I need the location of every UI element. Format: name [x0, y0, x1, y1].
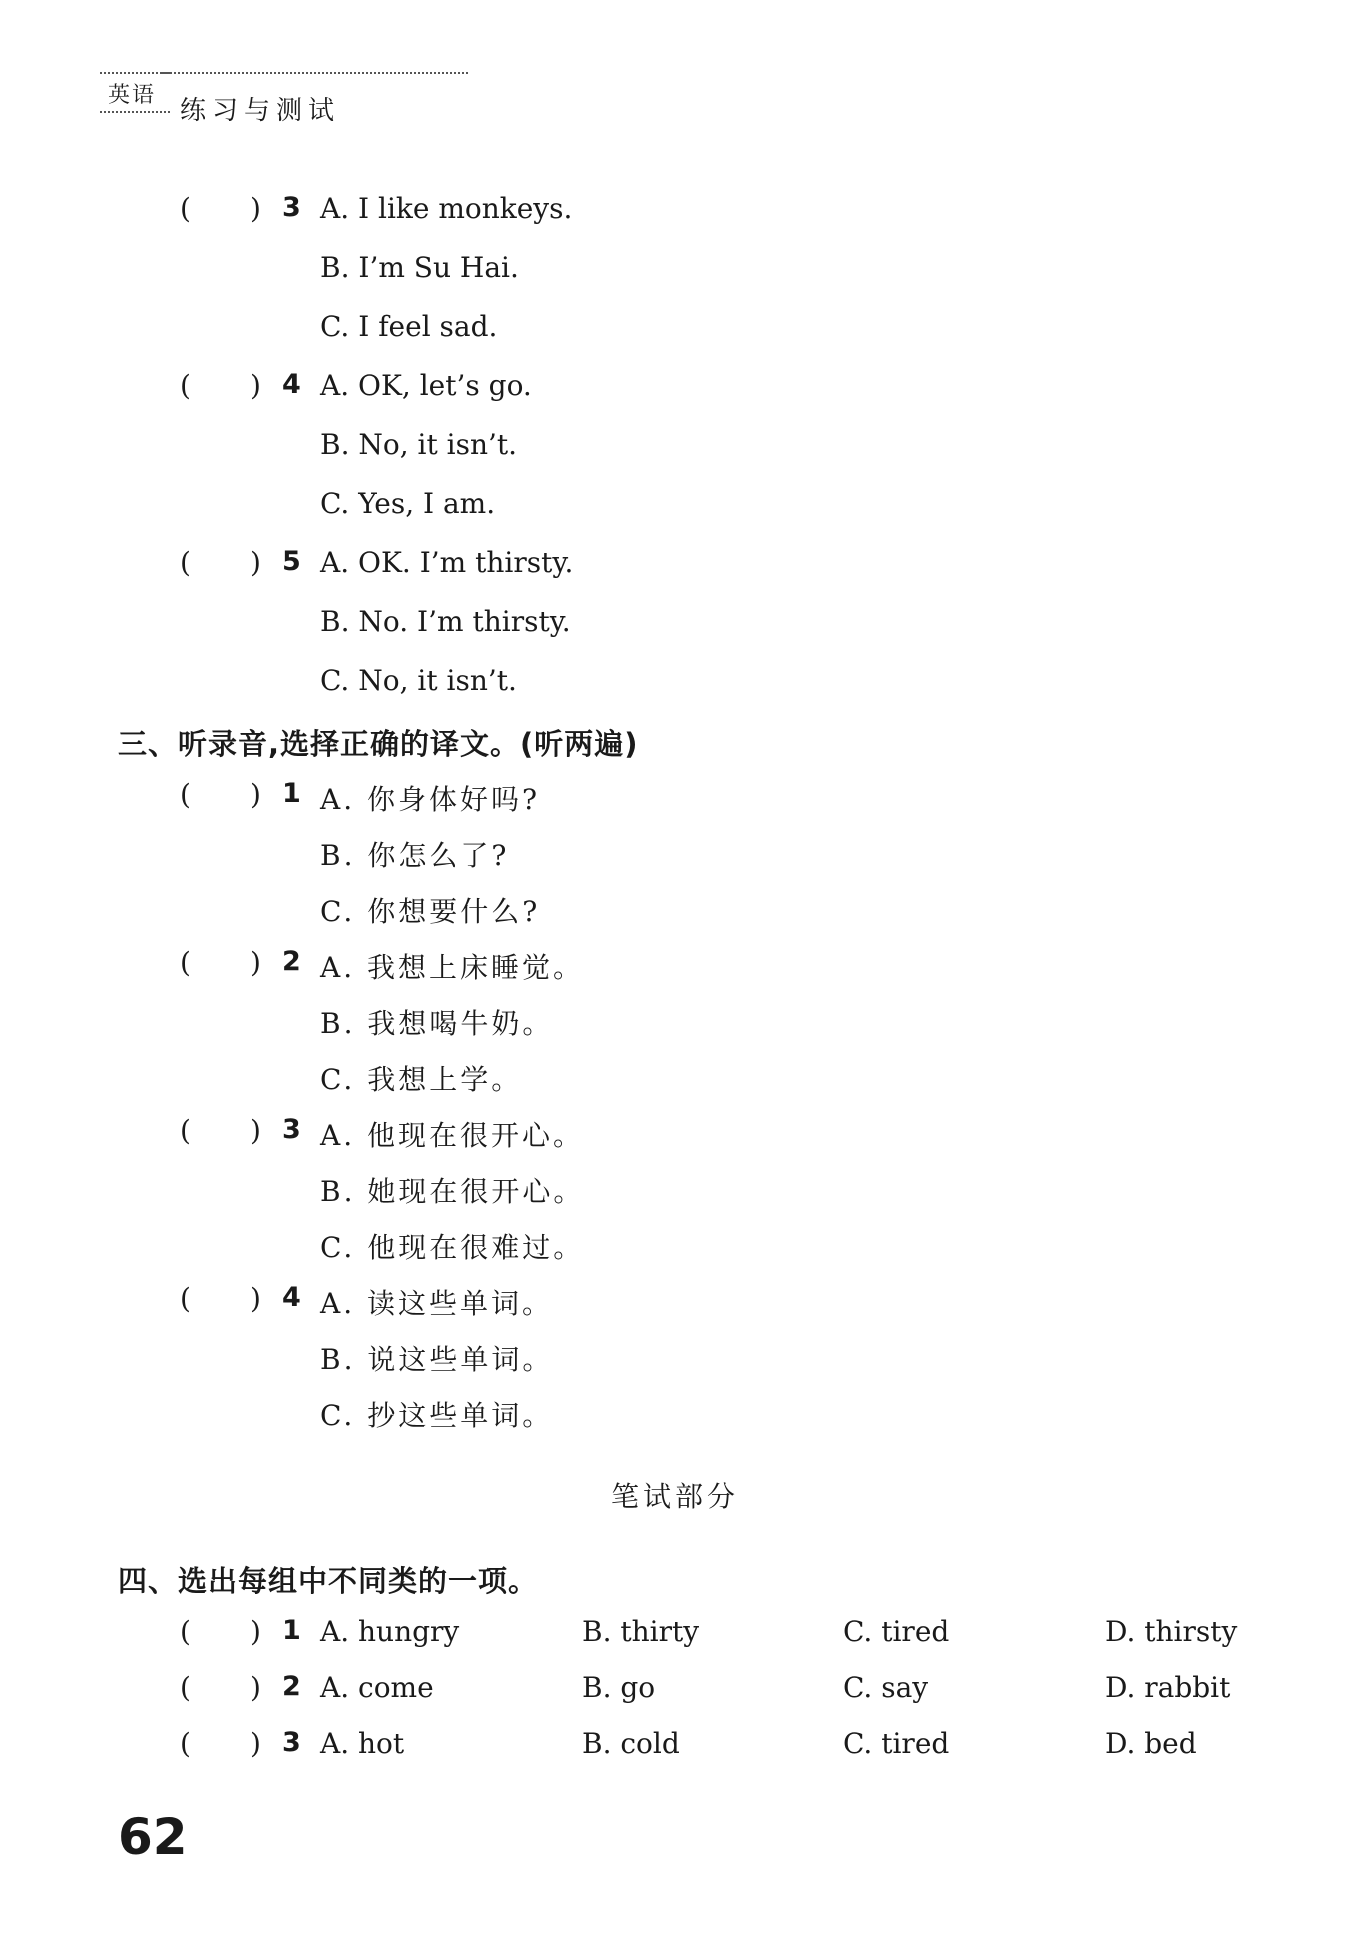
option-c: C. Yes, I am. — [320, 487, 496, 520]
option-c: C. 他现在很难过。 — [320, 1231, 585, 1264]
option-d: D. bed — [1105, 1727, 1197, 1760]
option-c: C. tired — [843, 1727, 950, 1760]
option-a: A. hot — [320, 1727, 405, 1760]
part3-heading: 三、听录音,选择正确的译文。(听两遍) — [118, 727, 639, 761]
option-a: A. come — [320, 1671, 434, 1704]
option-d: D. rabbit — [1105, 1671, 1231, 1704]
answer-blank-close: ) — [250, 1727, 261, 1760]
question-number: 3 — [282, 1727, 301, 1758]
option-b: B. thirty — [582, 1615, 700, 1648]
option-b: B. No. I’m thirsty. — [320, 605, 571, 638]
answer-blank-open[interactable]: ( — [180, 1727, 191, 1760]
option-b: B. 说这些单词。 — [320, 1343, 554, 1376]
option-c: C. say — [843, 1671, 929, 1704]
part4-question-1 — [0, 1615, 1350, 1655]
option-b: B. No, it isn’t. — [320, 428, 518, 461]
answer-blank-open[interactable]: ( — [180, 546, 191, 579]
header-title: 练习与测试 — [180, 96, 341, 126]
answer-blank-close: ) — [250, 1671, 261, 1704]
answer-blank-close: ) — [250, 1615, 261, 1648]
question-number: 2 — [282, 1671, 301, 1702]
part3-question-1 — [0, 778, 1350, 818]
answer-blank-close: ) — [250, 1114, 264, 1147]
written-part-title: 笔试部分 — [610, 1480, 739, 1513]
question-number: 1 — [282, 1615, 301, 1646]
part3-question-3 — [0, 1114, 1350, 1154]
answer-blank-open[interactable]: ( — [180, 1282, 194, 1315]
option-a: A. OK, let’s go. — [320, 369, 532, 402]
question-number: 4 — [282, 369, 301, 400]
answer-blank-open[interactable]: ( — [180, 192, 191, 225]
answer-blank-open[interactable]: ( — [180, 369, 191, 402]
option-b: B. cold — [582, 1727, 680, 1760]
question-number: 2 — [282, 946, 304, 977]
option-a: A. 你身体好吗? — [320, 783, 541, 816]
option-a: A. OK. I’m thirsty. — [320, 546, 574, 579]
page-number: 62 — [118, 1808, 188, 1866]
option-a: A. 他现在很开心。 — [320, 1119, 585, 1152]
option-b: B. 我想喝牛奶。 — [320, 1007, 554, 1040]
answer-blank-close: ) — [250, 778, 264, 811]
answer-blank-close: ) — [250, 1282, 264, 1315]
answer-blank-close: ) — [250, 369, 261, 402]
option-c: C. 我想上学。 — [320, 1063, 523, 1096]
option-a: A. I like monkeys. — [320, 192, 573, 225]
answer-blank-close: ) — [250, 192, 261, 225]
question-number: 3 — [282, 192, 301, 223]
question-number: 4 — [282, 1282, 304, 1313]
option-a: A. 我想上床睡觉。 — [320, 951, 585, 984]
answer-blank-close: ) — [250, 946, 264, 979]
option-b: B. go — [582, 1671, 656, 1704]
part2-question-5 — [0, 546, 1350, 586]
header-subject: 英语 — [100, 72, 170, 113]
option-d: D. thirsty — [1105, 1615, 1238, 1648]
part2-question-3 — [0, 192, 1350, 232]
option-c: C. 抄这些单词。 — [320, 1399, 554, 1432]
option-c: C. I feel sad. — [320, 310, 498, 343]
answer-blank-open[interactable]: ( — [180, 1671, 191, 1704]
part3-question-2 — [0, 946, 1350, 986]
part4-question-2 — [0, 1671, 1350, 1711]
answer-blank-open[interactable]: ( — [180, 778, 194, 811]
part2-question-4 — [0, 369, 1350, 409]
part4-question-3 — [0, 1727, 1350, 1767]
header-dotted-line — [162, 72, 468, 74]
option-c: C. No, it isn’t. — [320, 664, 517, 697]
question-number: 5 — [282, 546, 301, 577]
option-b: B. 她现在很开心。 — [320, 1175, 585, 1208]
option-b: B. I’m Su Hai. — [320, 251, 519, 284]
option-c: C. tired — [843, 1615, 950, 1648]
question-number: 3 — [282, 1114, 304, 1145]
answer-blank-close: ) — [250, 546, 261, 579]
question-number: 1 — [282, 778, 304, 809]
option-a: A. 读这些单词。 — [320, 1287, 554, 1320]
answer-blank-open[interactable]: ( — [180, 946, 194, 979]
part4-heading: 四、选出每组中不同类的一项。 — [118, 1564, 539, 1598]
part3-question-4 — [0, 1282, 1350, 1322]
option-c: C. 你想要什么? — [320, 895, 541, 928]
answer-blank-open[interactable]: ( — [180, 1615, 191, 1648]
option-a: A. hungry — [320, 1615, 460, 1648]
option-b: B. 你怎么了? — [320, 839, 510, 872]
answer-blank-open[interactable]: ( — [180, 1114, 194, 1147]
